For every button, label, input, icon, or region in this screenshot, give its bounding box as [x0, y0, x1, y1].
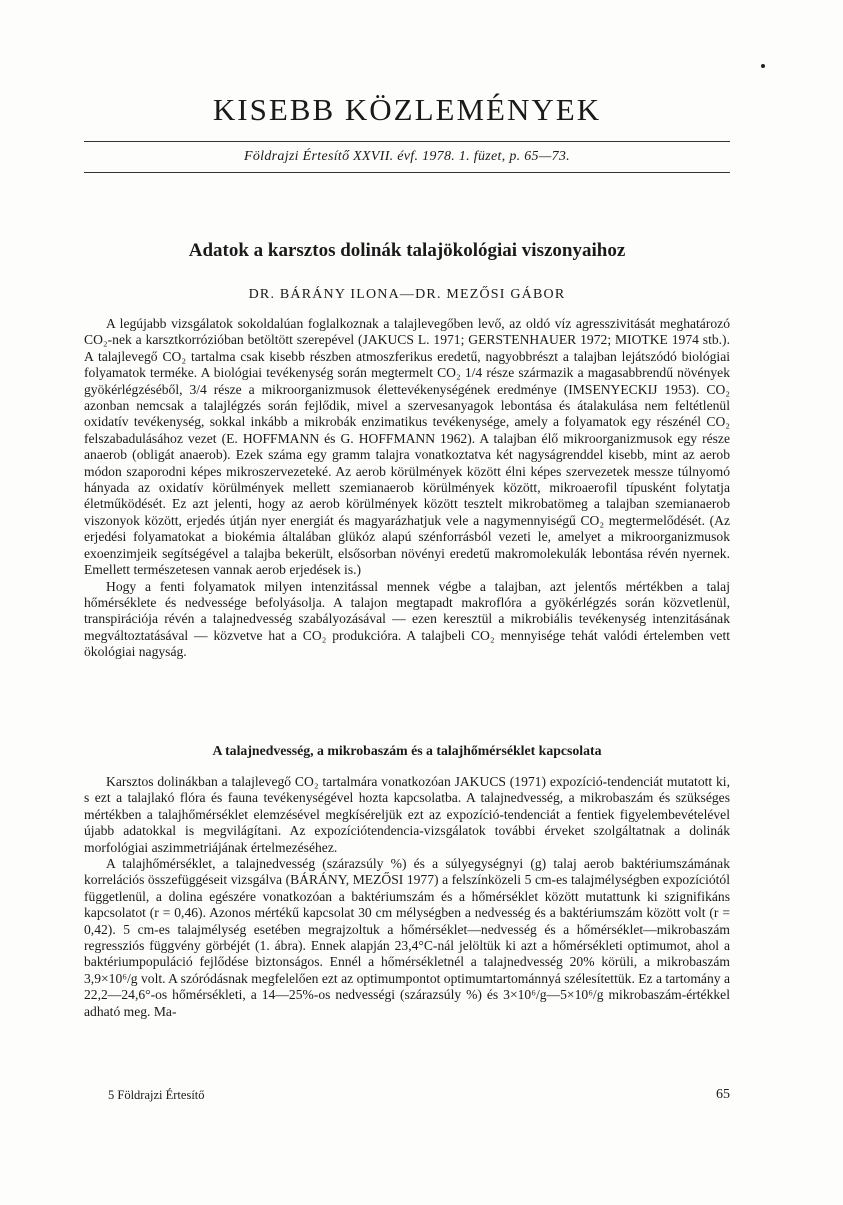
section-text	[84, 774, 730, 1020]
intro-text	[84, 316, 730, 661]
article-authors: DR. BÁRÁNY ILONA—DR. MEZŐSI GÁBOR	[248, 287, 566, 302]
paragraph: Hogy a fenti folyamatok milyen intenzitással mennek végbe a talajban, azt jelentős mértékben a talaj hőmérséklete és nedvessége befolyásolja. A talajon megtapadt makroflóra a gyökérlégzés során közvetlenül, transpirációja révén a talajnedvesség szabályozásával — ezen keresztül a mikrobiális tevékenység intenzitásának megváltoztatásával — közvetve hat a CO₂ produkcióra. A talajbeli CO₂ mennyisége tehát valódi értelemben vett ökológiai nagyság.	[84, 578, 730, 660]
page-number: 65	[716, 1087, 730, 1102]
journal-reference: Földrajzi Értesítő XXVII. évf. 1978. 1. füzet, p. 65—73.	[244, 149, 570, 164]
journal-mark: 5 Földrajzi Értesítő	[108, 1088, 205, 1102]
top-rule	[84, 141, 730, 142]
paragraph: A talajhőmérséklet, a talajnedvesség (szárazsúly %) és a súlyegységnyi (g) talaj aerob baktériumszámának korrelációs összefüggéseit vizsgálva (BÁRÁNY, MEZŐSI 1977) a felszínközeli 5 cm-es talajmélységben expozíciótól függetlenül, a dolina egészére vonatkozóan a baktériumszám és a hőmérséklet között mutattunk ki szignifikáns kapcsolatot (r = 0,46). Azonos mértékű kapcsolat 30 cm mélységben a nedvesség és a baktériumszám között volt (r = 0,42). 5 cm-es talajmélység esetében megrajzoltuk a hőmérséklet—nedvesség és a hőmérséklet—mikrobaszám regressziós függvény görbéjét (1. ábra). Ennek alapján 23,4°C-nál jelöltük ki azt a hőmérsékleti optimumot, ahol a baktériumpopuláció fejlődése biztonságos. Ennél a hőmérsékletnél a talajnedvesség 20% körüli, a mikrobaszám 3,9×10⁶/g volt. A szóródásnak megfelelően ezt az optimumpontot optimumtartománnyá szélesítettük. Ez a tartomány a 22,2—24,6°-os hőmérsékleti, a 14—25%-os nedvességi (szárazsúly %) és 3×10⁶/g—5×10⁶/g mikrobaszám-értékkel adható meg. Ma-	[84, 856, 730, 1019]
article-title: Adatok a karsztos dolinák talajökológiai viszonyaihoz	[188, 240, 626, 261]
stray-dot	[761, 64, 765, 68]
section-subheading: A talajnedvesség, a mikrobaszám és a talajhőmérséklet kapcsolata	[212, 743, 602, 758]
bottom-rule	[84, 172, 730, 173]
paragraph: Karsztos dolinákban a talajlevegő CO₂ tartalmára vonatkozóan JAKUCS (1971) expozíció-tendenciát mutatott ki, s ezt a talajlakó flóra és fauna tevékenységével hozta kapcsolatba. A talajnedvesség, a mikrobaszám és szükséges mértékben a talajhőmérséklet elemzésével megkíséreljük ezt az expozíció-tendenciát a fentiek figyelembevételével újabb adatokkal is megvilágítani. Az expozíciótendencia-vizsgálatok további érveket szolgáltatnak a dolinák morfológiai aszimmetriájának értelmezéséhez.	[84, 774, 730, 855]
paragraph: A legújabb vizsgálatok sokoldalúan foglalkoznak a talajlevegőben levő, az oldó víz agresszivitását meghatározó CO₂-nek a karsztkorrózióban betöltött szerepével (JAKUCS L. 1971; GERSTENHAUER 1972; MIOTKE 1974 stb.). A talajlevegő CO₂ tartalma csak kisebb részben atmoszferikus eredetű, nagyobbrészt a talajban lejátszódó biológiai folyamatok terméke. A biológiai tevékenység során megtermelt CO₂ 1/4 része származik a magasabbrendű növények gyökérlégzéséből, 3/4 része a mikroorganizmusok élettevékenységének eredménye (IMSENYECKIJ 1953). CO₂ azonban nemcsak a talajlégzés során fejlődik, mivel a szervesanyagok lebontása és átalakulása nem feltétlenül oxidatív tevékenység, sokkal inkább a mikrobák enzimatikus tevékenysége, amely a folyamatok egy részénél CO₂ felszabadulásához vezet (E. HOFFMANN és G. HOFFMANN 1962). A talajban élő mikroorganizmusok egy része anaerob (obligát anaerob). Ezek száma egy gramm talajra vonatkoztatva két nagyságrenddel kisebb, mint az aerob módon szaporodni képes mikroszervezeteké. Az aerob körülmények között élni képes szervezetek messze túlnyomó hányada az oxidatív körülmények mellett szemianaerob körülmények között, mikroaerofil típusként folytatja életműködését. Ez azt jelenti, hogy az aerob körülmények között tesztelt mikrobatömeg a talajban szemianaerob viszonyok között, erjedés útján nyer energiát és magyarázhatjuk vele a nagymennyiségű CO₂ megtermelődését. (Az erjedési folyamatokat a biokémia általában glükóz alapú szénforrásból vezeti le, amelyet a mikroorganizmusok exoenzimjeik segítségével a talajba bekerült, elsősorban növényi eredetű makromolekulák lebontása révén nyernek. Emellett természetesen vannak aerob erjedések is.)	[84, 316, 730, 578]
section-title: KISEBB KÖZLEMÉNYEK	[212, 92, 602, 127]
